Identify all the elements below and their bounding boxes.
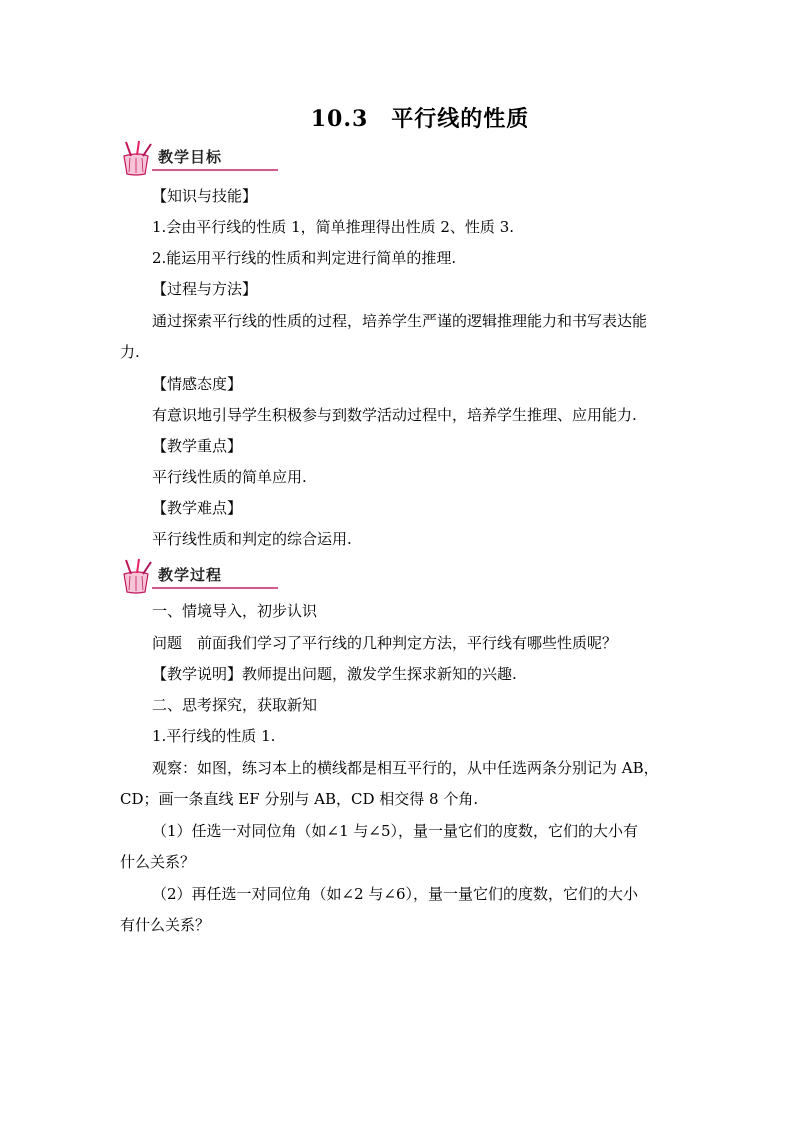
section-banner-label: 教学过程 [158, 566, 223, 584]
text-line: 【情感态度】 [152, 375, 243, 393]
section-banner-process [118, 558, 288, 598]
section-banner-objectives [118, 140, 288, 180]
banner-underline [152, 169, 278, 171]
text-line: 平行线性质的简单应用. [152, 468, 307, 486]
text-line: 2.能运用平行线的性质和判定进行简单的推理. [152, 249, 457, 267]
text-line: 什么关系？ [120, 853, 196, 871]
text-line: 【知识与技能】 [152, 187, 258, 205]
text-line: 问题 前面我们学习了平行线的几种判定方法，平行线有哪些性质呢？ [152, 634, 618, 652]
text-line: 一、情境导入，初步认识 [152, 602, 318, 620]
text-line: （2）再任选一对同位角（如∠2 与∠6），量一量它们的度数，它们的大小 [152, 885, 639, 903]
text-line: 有意识地引导学生积极参与到数学活动过程中，培养学生推理、应用能力. [152, 406, 637, 424]
text-line: CD；画一条直线 EF 分别与 AB，CD 相交得 8 个角. [120, 790, 479, 808]
text-line: 二、思考探究，获取新知 [152, 696, 318, 714]
text-line: 【教学难点】 [152, 499, 243, 517]
text-line: （1）任选一对同位角（如∠1 与∠5），量一量它们的度数，它们的大小有 [152, 822, 639, 840]
banner-underline [152, 587, 278, 589]
text-line: 1.平行线的性质 1. [152, 727, 276, 745]
text-line: 观察：如图，练习本上的横线都是相互平行的，从中任选两条分别记为 AB， [152, 759, 659, 777]
text-line: 有什么关系？ [120, 916, 211, 934]
text-line: 【教学说明】教师提出问题，激发学生探求新知的兴趣. [152, 665, 517, 683]
text-line: 通过探索平行线的性质的过程，培养学生严谨的逻辑推理能力和书写表达能 [152, 312, 648, 330]
text-line: 1.会由平行线的性质 1，简单推理得出性质 2、性质 3. [152, 218, 515, 236]
text-line: 【教学重点】 [152, 437, 243, 455]
text-line: 【过程与方法】 [152, 280, 258, 298]
section-banner-label: 教学目标 [158, 148, 223, 166]
text-line: 平行线性质和判定的综合运用. [152, 530, 352, 548]
page-title: 10.3 平行线的性质 [310, 106, 530, 132]
text-line: 力. [120, 343, 140, 361]
